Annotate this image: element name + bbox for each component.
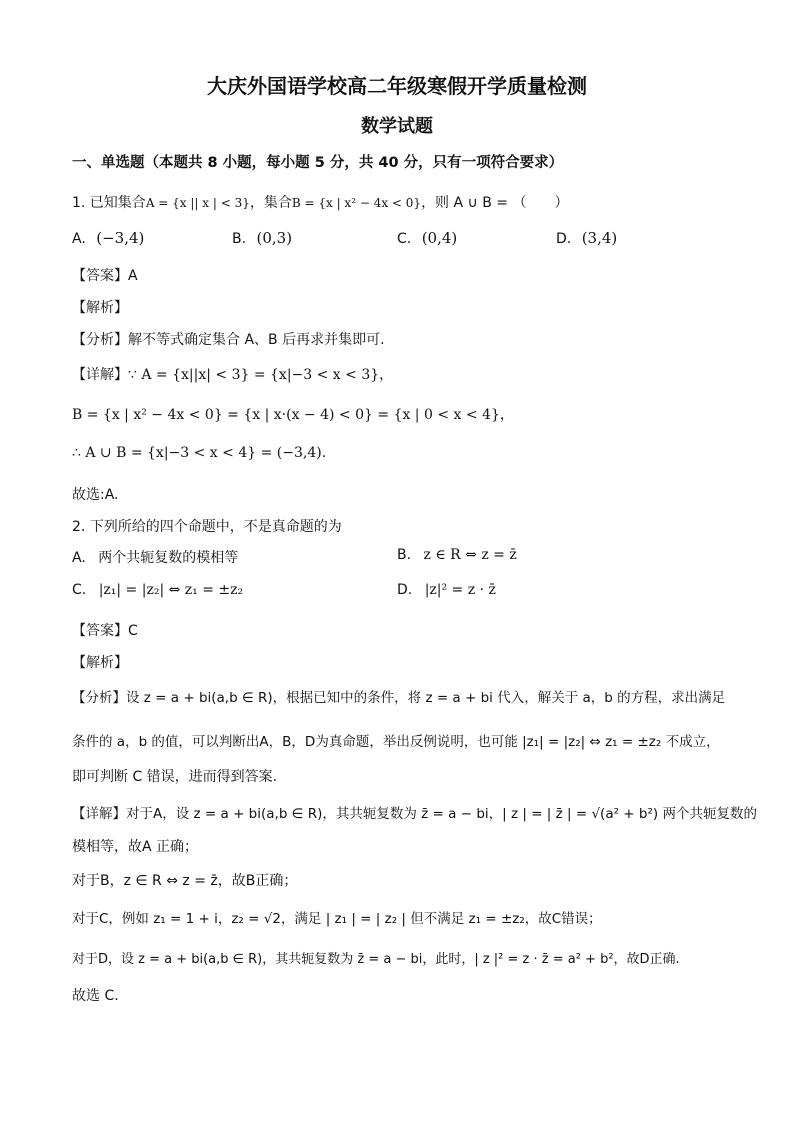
q2-detail-line4: 对于C，例如 z₁ = 1 + i，z₂ = √2，满足 | z₁ | = | z₂ | 但不满足 z₁ = ±z₂，故C错误； — [72, 911, 602, 927]
q1-stem — [72, 192, 568, 212]
q2-detail-line2: 模相等，故A 正确； — [72, 839, 199, 855]
q1-option-a: A. (−3,4) — [72, 229, 145, 247]
q2-analysis-label: 【解析】 — [72, 655, 128, 671]
q1-stem-a: 1. 已知集合 — [72, 195, 146, 211]
q2-fenxi-line3: 即可判断 C 错误，进而得到答案. — [72, 769, 278, 785]
q2-option-a: A. 两个共轭复数的模相等 — [72, 550, 239, 566]
q1-detail-line1: 【详解】∵ A = {x||x| < 3} = {x|−3 < x < 3}， — [72, 367, 394, 383]
q2-detail-line3: 对于B，z ∈ R ⇔ z = z̄，故B正确； — [72, 873, 298, 889]
q2-option-c: C. |z₁| = |z₂| ⇔ z₁ = ±z₂ — [72, 582, 244, 598]
page-subtitle: 数学试题 — [361, 116, 433, 137]
q1-detail-line2: B = {x | x² − 4x < 0} = {x | x·(x − 4) < 0} = {x | 0 < x < 4}， — [72, 407, 514, 423]
q1-fenxi: 【分析】解不等式确定集合 A、B 后再求并集即可. — [72, 332, 385, 348]
q2-option-b: B. z ∈ R ⇔ z = z̄ — [397, 547, 517, 563]
q2-fenxi-line2: 条件的 a，b 的值，可以判断出A，B，D为真命题，举出反例说明，也可能 |z₁| = |z₂| ⇔ z₁ = ±z₂ 不成立， — [72, 734, 720, 750]
q1-stem-c: ，则 A ∪ B = （ ） — [421, 195, 569, 211]
q1-set-b: B = {x | x² − 4x < 0} — [291, 196, 422, 210]
q2-option-d: D. |z|² = z · z̄ — [397, 582, 496, 598]
q1-option-c: C. (0,4) — [397, 229, 458, 247]
q1-option-b: B. (0,3) — [232, 229, 293, 247]
q1-stem-b: ，集合 — [249, 195, 292, 211]
q1-detail-line3: ∴ A ∪ B = {x|−3 < x < 4} = (−3,4). — [72, 445, 327, 461]
section-heading: 一、单选题（本题共 8 小题，每小题 5 分，共 40 分，只有一项符合要求） — [72, 155, 564, 171]
q1-choose: 故选:A. — [72, 487, 119, 503]
page-title: 大庆外国语学校高二年级寒假开学质量检测 — [207, 74, 587, 98]
q2-choose: 故选 C. — [72, 988, 119, 1004]
q2-answer: 【答案】C — [72, 623, 138, 639]
q2-stem: 2. 下列所给的四个命题中，不是真命题的为 — [72, 519, 342, 535]
q1-answer: 【答案】A — [72, 268, 138, 284]
q1-analysis-label: 【解析】 — [72, 300, 128, 316]
q1-option-d: D. (3,4) — [556, 229, 618, 247]
q2-detail-line5: 对于D，设 z = a + bi(a,b ∈ R)，其共轭复数为 z̄ = a − bi，此时，| z |² = z · z̄ = a² + b²，故D正确. — [72, 952, 680, 967]
q2-detail-line1: 【详解】对于A，设 z = a + bi(a,b ∈ R)，其共轭复数为 z̄ = a − bi，| z | = | z̄ | = √(a² + b²) 两个共轭复数的 — [72, 806, 757, 822]
q2-fenxi-line1: 【分析】设 z = a + bi(a,b ∈ R)，根据已知中的条件，将 z = a + bi 代入，解关于 a，b 的方程，求出满足 — [72, 690, 726, 706]
q1-set-a: A = {x || x | < 3} — [145, 196, 250, 210]
